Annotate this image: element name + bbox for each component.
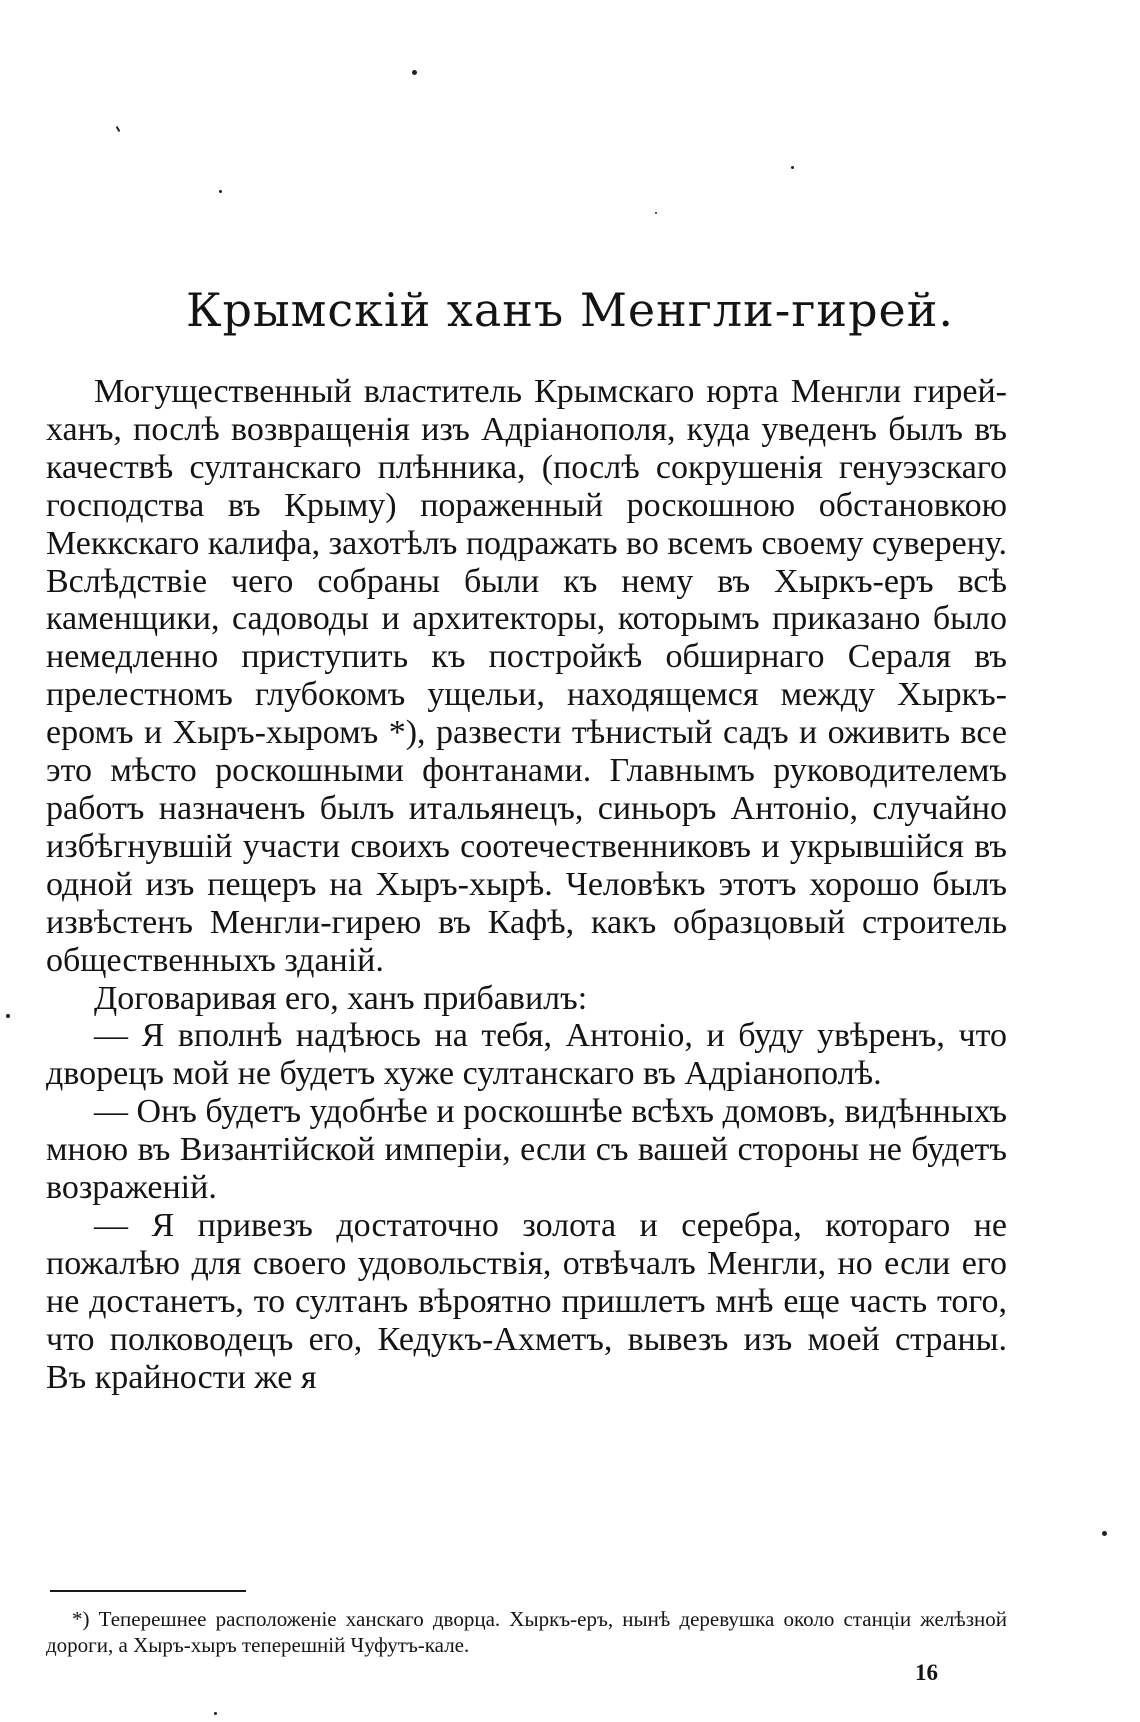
ink-speck bbox=[219, 190, 222, 193]
ink-speck bbox=[412, 70, 417, 75]
chapter-body bbox=[46, 373, 1007, 1396]
paragraph: Могущественный властитель Крымскаго юрта Менгли гирей-ханъ, послѣ возвращенія изъ Адріанополя, куда уведенъ былъ въ качествѣ султанскаго плѣнника, (послѣ сокрушенія генуэзскаго господства въ Крыму) пораженный роскошною обстановкою Меккскаго калифа, захотѣлъ подражать во всемъ своему суверену. Вслѣдствіе чего собраны были къ нему въ Хыркъ-еръ всѣ каменщики, садоводы и архитекторы, которымъ приказано было немедленно приступить къ постройкѣ обширнаго Сераля въ прелестномъ глубокомъ ущельи, находящемся между Хыркъ-еромъ и Хыръ-хыромъ *), развести тѣнистый садъ и оживить все это мѣсто роскошными фонтанами. Главнымъ руководителемъ работъ назначенъ былъ итальянецъ, синьоръ Антоніо, случайно избѣгнувшій участи своихъ соотечественниковъ и укрывшійся въ одной изъ пещеръ на Хыръ-хырѣ. Человѣкъ этотъ хорошо былъ извѣстенъ Менгли-гирею въ Кафѣ, какъ образцовый строитель общественныхъ зданій. bbox=[46, 373, 1007, 979]
ink-speck bbox=[1102, 1531, 1107, 1536]
paragraph: — Я привезъ достаточно золота и серебра, котораго не пожалѣю для своего удовольствія, отвѣчалъ Менгли, но если его не достанетъ, то султанъ вѣроятно пришлетъ мнѣ еще часть того, что полководецъ его, Кедукъ-Ахметъ, вывезъ изъ моей страны. Въ крайности же я bbox=[46, 1206, 1007, 1396]
ink-speck bbox=[214, 1712, 217, 1715]
footnote-divider bbox=[50, 1590, 246, 1592]
ink-speck bbox=[6, 1014, 10, 1018]
chapter-title: Крымскій ханъ Менгли-гирей. bbox=[185, 283, 955, 337]
paragraph: Договаривая его, ханъ прибавилъ: bbox=[94, 979, 588, 1017]
ink-speck bbox=[116, 126, 121, 132]
ink-speck bbox=[791, 166, 794, 169]
ink-speck bbox=[655, 212, 657, 214]
paragraph: — Онъ будетъ удобнѣе и роскошнѣе всѣхъ домовъ, видѣнныхъ мною въ Византійской имперіи, если съ вашей стороны не будетъ возраженій. bbox=[46, 1093, 1007, 1207]
paragraph: — Я вполнѣ надѣюсь на тебя, Антоніо, и буду увѣренъ, что дворецъ мой не будетъ хуже султанскаго въ Адріанополѣ. bbox=[46, 1017, 1007, 1093]
footnote: *) Теперешнее расположеніе ханскаго дворца. Хыркъ-еръ, нынѣ деревушка около станціи желѣзной дороги, а Хыръ-хыръ теперешній Чуфутъ-кале. bbox=[46, 1607, 1007, 1657]
page-number: 16 bbox=[915, 1660, 938, 1685]
